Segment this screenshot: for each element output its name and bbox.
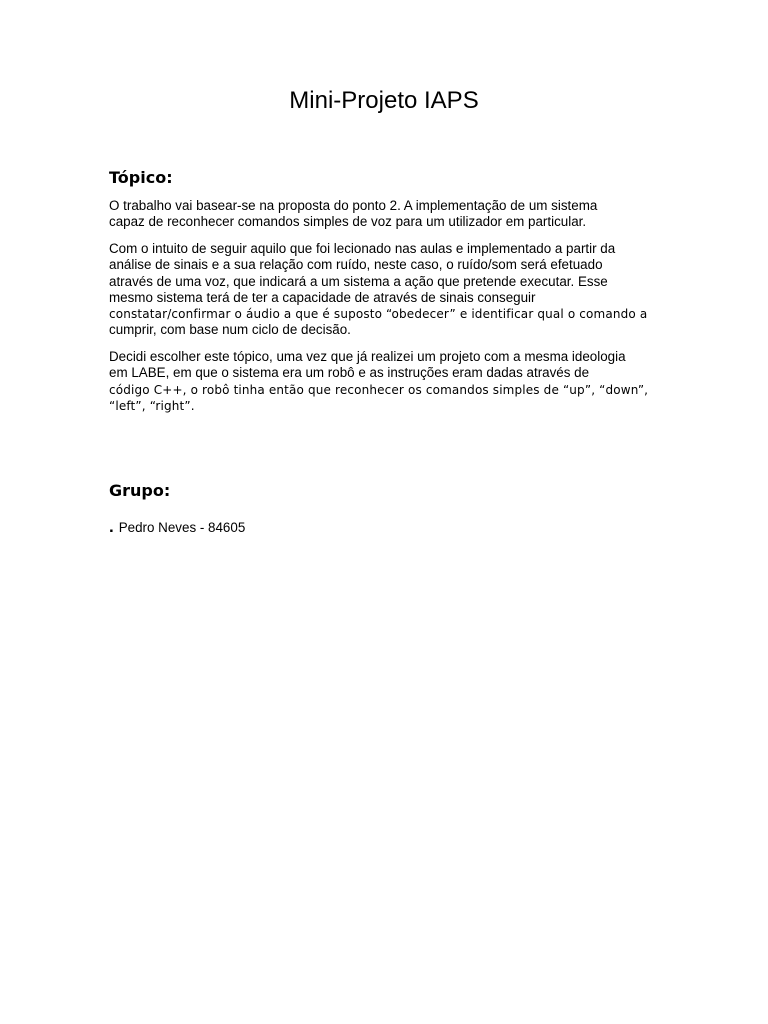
topic-paragraph-1: [109, 198, 669, 231]
group-member-name: Pedro Neves - 84605: [118, 520, 246, 535]
paragraph-line: Decidi escolher este tópico, uma vez que já realizei um projeto com a mesma ideologia: [109, 349, 626, 364]
document-title: Mini-Projeto IAPS: [289, 87, 479, 114]
paragraph-line: capaz de reconhecer comandos simples de voz para um utilizador em particular.: [109, 214, 587, 230]
paragraph-line: constatar/confirmar o áudio a que é suposto “obedecer” e identificar qual o comando a: [109, 307, 648, 322]
paragraph-line: através de uma voz, que indicará a um sistema a ação que pretende executar. Esse: [109, 273, 608, 289]
paragraph-line: “left”, “right”.: [109, 398, 195, 413]
paragraph-line: em LABE, em que o sistema era um robô e as instruções eram dadas através de: [109, 365, 590, 381]
group-member-item: [109, 518, 245, 537]
paragraph-line: cumprir, com base num ciclo de decisão.: [109, 322, 351, 338]
bullet-mark: .: [109, 517, 114, 536]
topic-paragraph-2: [109, 241, 669, 339]
paragraph-line: Com o intuito de seguir aquilo que foi lecionado nas aulas e implementado a partir da: [109, 241, 616, 256]
paragraph-line: mesmo sistema terá de ter a capacidade de através de sinais conseguir: [109, 289, 536, 305]
topic-heading: Tópico:: [109, 168, 173, 187]
paragraph-line: código C++, o robô tinha então que reconhecer os comandos simples de “up”, “down”,: [109, 382, 649, 397]
group-heading: Grupo:: [109, 481, 171, 500]
paragraph-line: O trabalho vai basear-se na proposta do ponto 2. A implementação de um sistema: [109, 198, 598, 213]
paragraph-line: análise de sinais e a sua relação com ruído, neste caso, o ruído/som será efetuado: [109, 257, 603, 273]
topic-paragraph-3: [109, 349, 669, 414]
